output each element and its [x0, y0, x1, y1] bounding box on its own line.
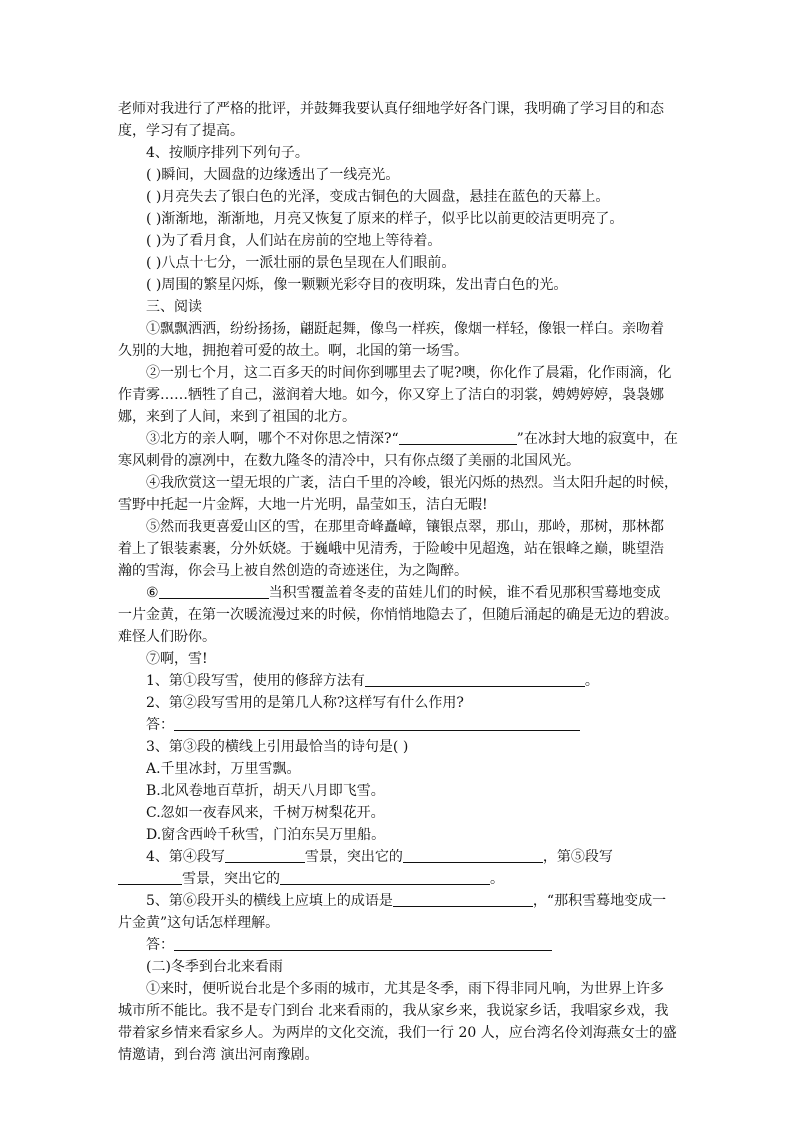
question-4-line-1 — [146, 846, 706, 868]
question-4-line-2 — [118, 868, 678, 890]
passage-p3-line-1 — [146, 428, 706, 450]
passage-p2-line-3: 娜，来到了人间，来到了祖国的北方。 — [118, 409, 356, 425]
question-3: 3、第③段的横线上引用最恰当的诗句是( ) — [146, 739, 409, 755]
order-item: ( )为了看月食，人们站在房前的空地上等待着。 — [146, 233, 442, 249]
passage-p4-line-1: ④我欣赏这一望无垠的广袤，洁白千里的冷峻，银光闪烁的热烈。当太阳升起的时候， — [146, 475, 678, 491]
q5-blank[interactable] — [393, 892, 533, 907]
question-5-text-a: 5、第⑥段开头的横线上应填上的成语是 — [146, 893, 393, 909]
passage-p6-line-1 — [146, 582, 706, 604]
passage-p2-line-1: ②一别七个月，这二百多天的时间你到哪里去了呢?噢，你化作了晨霜，化作雨滴，化 — [146, 365, 672, 381]
passage2-line-1: ①来时，便听说台北是个多雨的城市，尤其是冬季，雨下得非同凡响，为世界上许多 — [146, 981, 664, 997]
intro-line-1: 老师对我进行了严格的批评，并鼓舞我要认真仔细地学好各门课，我明确了学习目的和态 — [118, 101, 664, 117]
passage-p5-line-3: 瀚的雪海，你会马上被自然创造的奇迹迷住，为之陶醉。 — [118, 563, 468, 579]
question-2: 2、第②段写雪用的是第几人称?这样写有什么作用? — [146, 695, 464, 711]
q4-order-title: 4、按顺序排列下列句子。 — [146, 145, 309, 161]
answer-line-q2 — [146, 714, 706, 736]
question-1-text: 1、第①段写雪，使用的修辞方法有 — [146, 673, 365, 689]
passage2-line-3: 带着家乡情来看家乡人。为两岸的文化交流，我们一行 20 人，应台湾名伶刘海燕女士的盛 — [118, 1025, 677, 1041]
question-1 — [146, 670, 706, 692]
passage-p7: ⑦啊，雪! — [146, 651, 208, 667]
option-b: B.北风卷地百草折，胡天八月即飞雪。 — [146, 783, 385, 799]
passage2-line-4: 情邀请，到台湾 演出河南豫剧。 — [118, 1047, 319, 1063]
passage-p6-text-a: ⑥ — [146, 585, 159, 601]
question-4-text-a: 4、第④段写 — [146, 849, 225, 865]
passage-p5-line-2: 着上了银装素裹，分外妖娆。于巍峨中见清秀，于险峻中见超逸，站在银峰之巅，眺望浩 — [118, 541, 664, 557]
order-item: ( )月亮失去了银白色的光泽，变成古铜色的大圆盘，悬挂在蓝色的天幕上。 — [146, 189, 610, 205]
passage-p5-line-1: ⑤然而我更喜爱山区的雪，在那里奇峰矗嶂，镶银点翠，那山，那岭，那树，那林都 — [146, 519, 664, 535]
question-5-text-b: ，“那积雪蓦地变成一 — [532, 893, 667, 909]
passage-p3-text-a: ③北方的亲人啊，哪个不对你思之情深?“ — [146, 431, 399, 447]
q4-blank-3[interactable] — [118, 870, 182, 885]
answer-line-q5 — [146, 934, 706, 956]
question-5-line-1 — [146, 890, 706, 912]
question-4-text-d: 雪景，突出它的 — [182, 871, 280, 887]
question-5-line-2: 片金黄”这句话怎样理解。 — [118, 915, 280, 931]
passage-p4-line-2: 雪野中托起一片金辉，大地一片光明，晶莹如玉，洁白无暇! — [118, 497, 488, 513]
order-item: ( )瞬间，大圆盘的边缘透出了一线亮光。 — [146, 167, 400, 183]
question-4-text-e: 。 — [490, 871, 504, 887]
q4-blank-2[interactable] — [403, 848, 543, 863]
question-1-end: 。 — [584, 673, 599, 689]
passage-p6-line-3: 难怪人们盼你。 — [118, 629, 216, 645]
passage-p6-text-b: 当积雪覆盖着冬麦的苗娃儿们的时候，谁不看见那积雪蓦地变成 — [268, 585, 661, 601]
intro-line-2: 度，学习有了提高。 — [118, 123, 244, 139]
option-d: D.窗含西岭千秋雪，门泊东吴万里船。 — [146, 827, 386, 843]
passage-p3-text-b: ”在冰封大地的寂寞中，在 — [516, 431, 678, 447]
passage2-line-2: 城市所不能比。我不是专门到台 北来看雨的，我从家乡来，我说家乡话，我唱家乡戏，我 — [118, 1003, 669, 1019]
passage2-title: (二)冬季到台北来看雨 — [146, 959, 283, 975]
order-item: ( )八点十七分，一派壮丽的景色呈现在人们眼前。 — [146, 255, 456, 271]
order-item: ( )渐渐地，渐渐地，月亮又恢复了原来的样子，似乎比以前更皎洁更明亮了。 — [146, 211, 624, 227]
answer-label: 答： — [146, 717, 174, 733]
q4-blank-1[interactable] — [225, 848, 305, 863]
q1-answer-blank[interactable] — [365, 672, 585, 687]
passage-p6-line-2: 一片金黄，在第一次暖流漫过来的时候，你悄悄地隐去了，但随后涌起的确是无边的碧波。 — [118, 607, 678, 623]
passage-p1-line-2: 久别的大地，拥抱着可爱的故土。啊，北国的第一场雪。 — [118, 343, 468, 359]
option-a: A.千里冰封，万里雪飘。 — [146, 761, 301, 777]
question-4-text-c: ，第⑤段写 — [542, 849, 613, 865]
q2-answer-blank[interactable] — [174, 716, 580, 731]
passage-p3-line-2: 寒风刺骨的凛冽中，在数九隆冬的清冷中，只有你点缀了美丽的北国风光。 — [118, 453, 580, 469]
section-title: 三、阅读 — [146, 299, 202, 315]
answer-label: 答： — [146, 937, 174, 953]
passage-p2-line-2: 作青雾……牺牲了自己，滋润着大地。如今，你又穿上了洁白的羽裳，娉娉婷婷，袅袅娜 — [118, 387, 664, 403]
p6-blank[interactable] — [159, 584, 269, 599]
q5-answer-blank[interactable] — [174, 936, 552, 951]
p3-blank[interactable] — [399, 430, 517, 445]
passage-p1-line-1: ①飘飘洒洒，纷纷扬扬，翩跹起舞，像鸟一样疾，像烟一样轻，像银一样白。亲吻着 — [146, 321, 664, 337]
option-c: C.忽如一夜春风来，千树万树梨花开。 — [146, 805, 385, 821]
q4-blank-4[interactable] — [280, 870, 490, 885]
question-4-text-b: 雪景，突出它的 — [304, 849, 403, 865]
order-item: ( )周围的繁星闪烁，像一颗颗光彩夺目的夜明珠，发出青白色的光。 — [146, 277, 568, 293]
